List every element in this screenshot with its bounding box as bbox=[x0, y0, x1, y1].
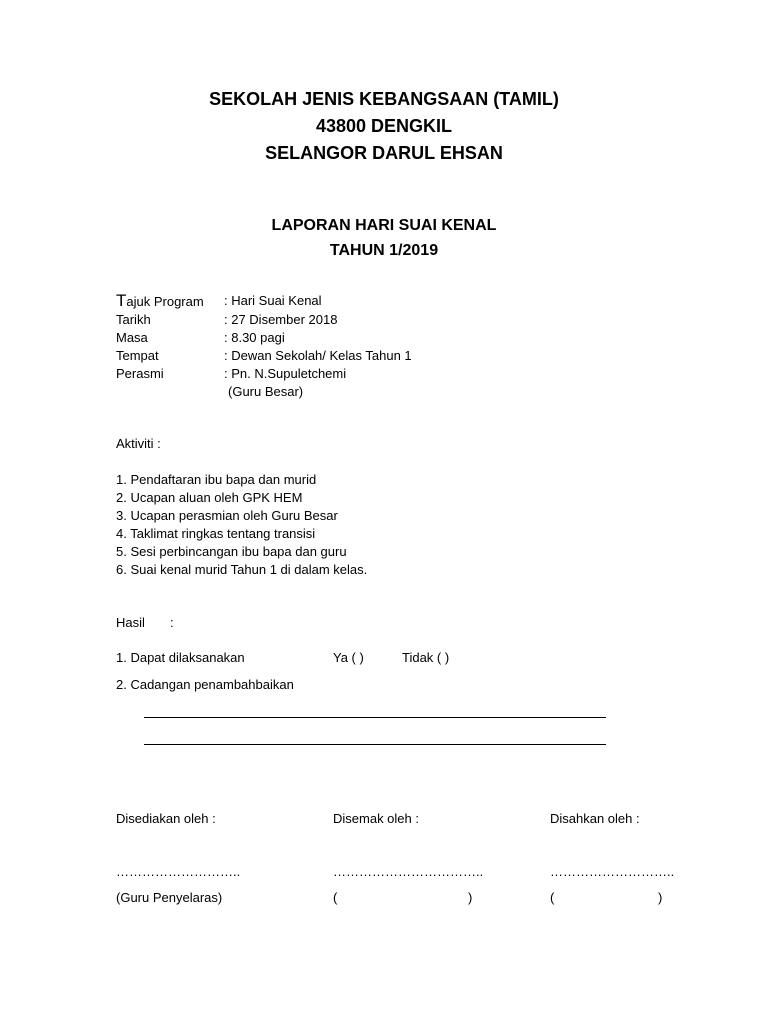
prepared-name: (Guru Penyelaras) bbox=[116, 890, 223, 905]
report-year: TAHUN 1/2019 bbox=[329, 242, 439, 259]
activity-item: 6. Suai kenal murid Tahun 1 di dalam kelas. bbox=[116, 562, 368, 577]
no-checkbox[interactable]: Tidak ( ) bbox=[402, 650, 450, 665]
activity-item: 1. Pendaftaran ibu bapa dan murid bbox=[116, 472, 317, 487]
activity-item: 5. Sesi perbincangan ibu bapa dan guru bbox=[116, 544, 347, 559]
approved-name-close: ) bbox=[658, 890, 663, 905]
activity-item: 2. Ucapan aluan oleh GPK HEM bbox=[116, 490, 303, 505]
approved-signature-dots: ……………………….. bbox=[550, 864, 675, 879]
prepared-by-label: Disediakan oleh : bbox=[116, 811, 216, 826]
program-value: : Hari Suai Kenal bbox=[224, 293, 322, 308]
program-label-rest: ajuk Program bbox=[126, 294, 204, 309]
result-item-implemented: 1. Dapat dilaksanakan bbox=[116, 650, 245, 665]
activity-item: 3. Ucapan perasmian oleh Guru Besar bbox=[116, 508, 338, 523]
time-label: Masa bbox=[116, 330, 148, 345]
officiator-role: (Guru Besar) bbox=[228, 384, 304, 399]
suggestion-line[interactable] bbox=[144, 717, 606, 718]
place-label: Tempat bbox=[116, 348, 159, 363]
report-title: LAPORAN HARI SUAI KENAL bbox=[271, 217, 497, 234]
activities-heading: Aktiviti : bbox=[116, 436, 161, 451]
suggestion-line[interactable] bbox=[144, 744, 606, 745]
checked-name-open: ( bbox=[333, 890, 338, 905]
prepared-signature-dots: ……………………….. bbox=[116, 864, 241, 879]
approved-by-label: Disahkan oleh : bbox=[550, 811, 640, 826]
school-state: SELANGOR DARUL EHSAN bbox=[265, 143, 503, 163]
place-value: : Dewan Sekolah/ Kelas Tahun 1 bbox=[224, 348, 412, 363]
officiator-value: : Pn. N.Supuletchemi bbox=[224, 366, 347, 381]
result-label: Hasil bbox=[116, 615, 145, 630]
result-item-suggestions: 2. Cadangan penambahbaikan bbox=[116, 677, 294, 692]
time-value: : 8.30 pagi bbox=[224, 330, 285, 345]
officiator-label: Perasmi bbox=[116, 366, 164, 381]
program-label-initial: T bbox=[116, 291, 127, 310]
checked-signature-dots: …………………………….. bbox=[333, 864, 484, 879]
approved-name-open: ( bbox=[550, 890, 555, 905]
checked-name-close: ) bbox=[468, 890, 473, 905]
date-value: : 27 Disember 2018 bbox=[224, 312, 338, 327]
program-label bbox=[116, 291, 204, 311]
activity-item: 4. Taklimat ringkas tentang transisi bbox=[116, 526, 316, 541]
school-postcode-town: 43800 DENGKIL bbox=[315, 116, 453, 136]
result-colon: : bbox=[170, 615, 174, 630]
date-label: Tarikh bbox=[116, 312, 151, 327]
yes-checkbox[interactable]: Ya ( ) bbox=[333, 650, 364, 665]
school-name: SEKOLAH JENIS KEBANGSAAN (TAMIL) bbox=[209, 89, 559, 109]
checked-by-label: Disemak oleh : bbox=[333, 811, 419, 826]
